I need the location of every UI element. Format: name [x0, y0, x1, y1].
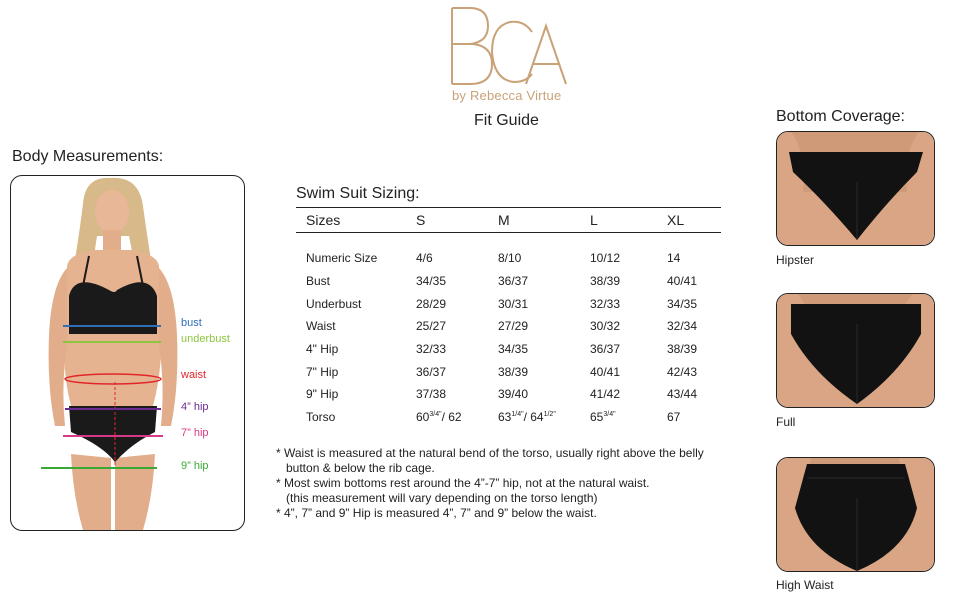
hipster-illustration: [777, 132, 934, 245]
full-label: Full: [776, 415, 796, 429]
table-cell: 10/12: [590, 251, 621, 266]
table-cell: Bust: [306, 274, 331, 289]
table-row: [296, 315, 721, 338]
column-header: M: [498, 208, 590, 233]
table-cell: 4/6: [416, 251, 433, 266]
column-header: S: [416, 208, 498, 233]
table-cell: Numeric Size: [306, 251, 378, 266]
table-cell: Underbust: [306, 296, 362, 311]
bca-logo-mark: [440, 4, 580, 90]
table-cell: 37/38: [416, 387, 447, 402]
table-row: [296, 360, 721, 383]
high-waist-illustration: [777, 458, 934, 571]
table-cell: 38/39: [590, 274, 621, 289]
table-cell: 67: [667, 410, 681, 425]
table-cell: 34/35: [667, 296, 698, 311]
waist-label: waist: [181, 369, 207, 381]
table-row: [296, 383, 721, 406]
table-cell: 34/35: [416, 274, 447, 289]
table-cell: 36/37: [498, 274, 529, 289]
body-measurements-heading: Body Measurements:: [12, 148, 164, 165]
bottom-coverage-heading: Bottom Coverage:: [776, 108, 905, 125]
note-hip-rest: * Most swim bottoms rest around the 4”-7” hip, not at the natural waist. (this measurement will vary depending on the torso length): [276, 476, 650, 505]
table-cell: 32/34: [667, 319, 698, 334]
table-cell: $65^{3/4"}$: [590, 410, 616, 425]
sizing-heading: Swim Suit Sizing:: [296, 185, 420, 202]
table-cell: Waist: [306, 319, 336, 334]
table-cell: 8/10: [498, 251, 522, 266]
table-cell: $60^{3/4"}/$ 62: [416, 410, 462, 425]
hip-7-label: 7” hip: [181, 427, 209, 439]
table-cell: 30/32: [590, 319, 621, 334]
table-cell: 36/37: [590, 342, 621, 357]
table-cell: 39/40: [498, 387, 529, 402]
note-hip-measure: * 4”, 7” and 9” Hip is measured 4”, 7” and 9” below the waist.: [276, 506, 597, 520]
full-illustration: [777, 294, 934, 407]
table-row: [296, 406, 721, 429]
hipster-label: Hipster: [776, 253, 815, 267]
hipster-image: [776, 131, 935, 246]
table-cell: 32/33: [590, 296, 621, 311]
table-cell: 28/29: [416, 296, 447, 311]
column-header: Sizes: [296, 208, 416, 233]
bust-label: bust: [181, 317, 202, 329]
table-cell: 40/41: [590, 364, 621, 379]
table-cell: 4" Hip: [306, 342, 339, 357]
table-cell: 43/44: [667, 387, 698, 402]
note-waist: * Waist is measured at the natural bend of the torso, usually right above the belly button & below the rib cage.: [276, 446, 704, 475]
table-cell: 36/37: [416, 364, 447, 379]
table-cell: 25/27: [416, 319, 447, 334]
table-header-row: [296, 208, 721, 233]
body-measurements-panel: [10, 175, 245, 531]
underbust-label: underbust: [181, 333, 230, 345]
sizing-notes: [276, 446, 756, 521]
table-cell: 27/29: [498, 319, 529, 334]
logo-subtitle: by Rebecca Virtue: [452, 88, 562, 103]
table-cell: 34/35: [498, 342, 529, 357]
table-row: [296, 270, 721, 293]
table-cell: 42/43: [667, 364, 698, 379]
table-cell: 38/39: [667, 342, 698, 357]
sizing-table: [296, 207, 721, 429]
hip-9-label: 9” hip: [181, 460, 209, 472]
table-cell: 32/33: [416, 342, 447, 357]
table-row: [296, 292, 721, 315]
table-cell: $63^{1/4"}/$ $64^{1/2"}$: [498, 410, 556, 425]
body-illustration: [11, 176, 244, 530]
brand-logo: [440, 4, 580, 112]
table-cell: 14: [667, 251, 681, 266]
table-cell: 30/31: [498, 296, 529, 311]
table-cell: 38/39: [498, 364, 529, 379]
high-waist-label: High Waist: [776, 578, 834, 592]
full-image: [776, 293, 935, 408]
page-title: Fit Guide: [474, 112, 539, 129]
table-cell: 7" Hip: [306, 364, 339, 379]
table-row: [296, 233, 721, 270]
high-waist-image: [776, 457, 935, 572]
table-cell: 41/42: [590, 387, 621, 402]
column-header: XL: [667, 208, 721, 233]
hip-4-label: 4” hip: [181, 401, 209, 413]
table-cell: 9" Hip: [306, 387, 339, 402]
table-row: [296, 338, 721, 361]
column-header: L: [590, 208, 667, 233]
table-cell: Torso: [306, 410, 336, 425]
table-cell: 40/41: [667, 274, 698, 289]
